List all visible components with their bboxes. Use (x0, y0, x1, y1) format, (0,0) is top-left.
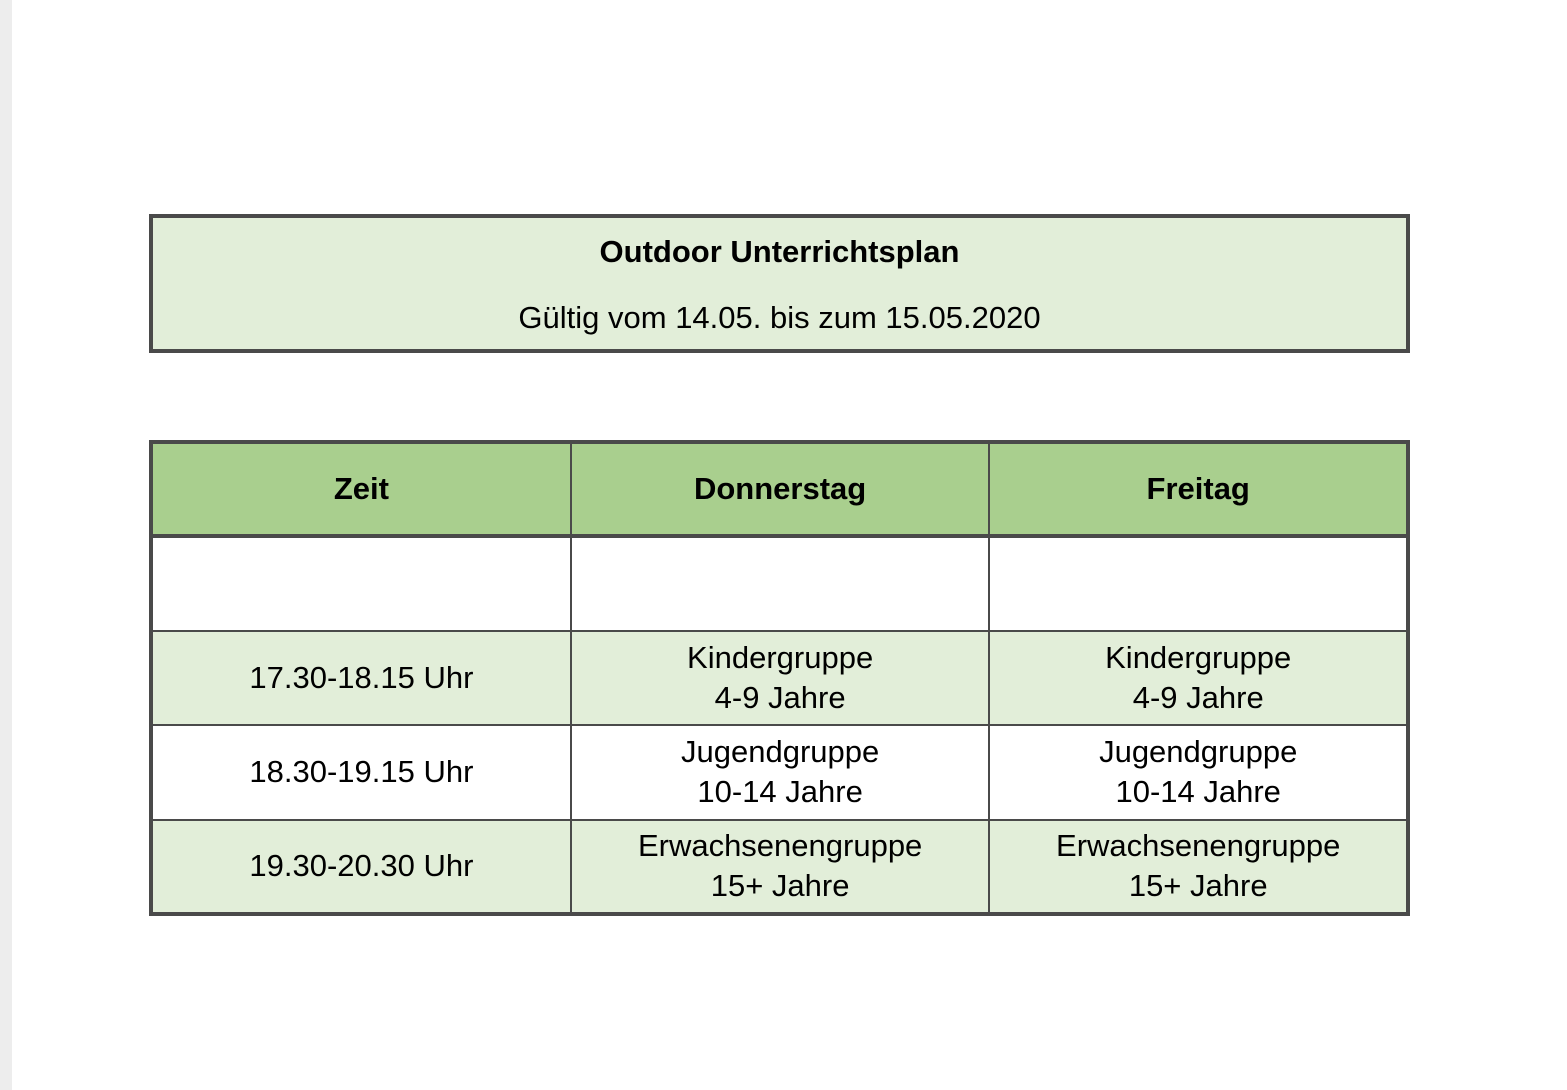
thursday-cell (571, 536, 990, 631)
age-range: 15+ Jahre (1128, 868, 1268, 904)
table-row (151, 725, 1408, 820)
column-header-thursday: Donnerstag (571, 442, 990, 536)
thursday-cell (571, 820, 990, 915)
group-name: Kindergruppe (1105, 639, 1292, 675)
friday-cell (989, 631, 1408, 726)
thursday-cell (571, 725, 990, 820)
column-header-friday: Freitag (989, 442, 1408, 536)
plan-validity: Gültig vom 14.05. bis zum 15.05.2020 (518, 300, 1041, 335)
table-row (151, 536, 1408, 631)
group-name: Erwachsenengruppe (637, 828, 923, 864)
group-name: Erwachsenengruppe (1056, 828, 1341, 864)
age-range: 4-9 Jahre (1132, 679, 1264, 715)
time-cell: 17.30-18.15 Uhr (151, 631, 571, 726)
group-name: Jugendgruppe (1099, 734, 1298, 770)
friday-cell (989, 536, 1408, 631)
table-row (151, 820, 1408, 915)
group-name: Jugendgruppe (681, 734, 880, 770)
age-range: 10-14 Jahre (1115, 774, 1281, 810)
age-range: 15+ Jahre (710, 868, 850, 904)
friday-cell (989, 820, 1408, 915)
schedule-header-row (151, 442, 1408, 536)
time-cell (151, 536, 571, 631)
column-header-time: Zeit (151, 442, 571, 536)
thursday-cell (571, 631, 990, 726)
age-range: 10-14 Jahre (697, 774, 863, 810)
page-left-edge (0, 0, 12, 1090)
plan-title: Outdoor Unterrichtsplan (599, 234, 960, 269)
friday-cell (989, 725, 1408, 820)
plan-header-box (149, 214, 1410, 353)
time-cell: 19.30-20.30 Uhr (151, 820, 571, 915)
group-name: Kindergruppe (687, 639, 874, 675)
time-cell: 18.30-19.15 Uhr (151, 725, 571, 820)
age-range: 4-9 Jahre (714, 679, 846, 715)
schedule-table (149, 440, 1410, 916)
table-row (151, 631, 1408, 726)
